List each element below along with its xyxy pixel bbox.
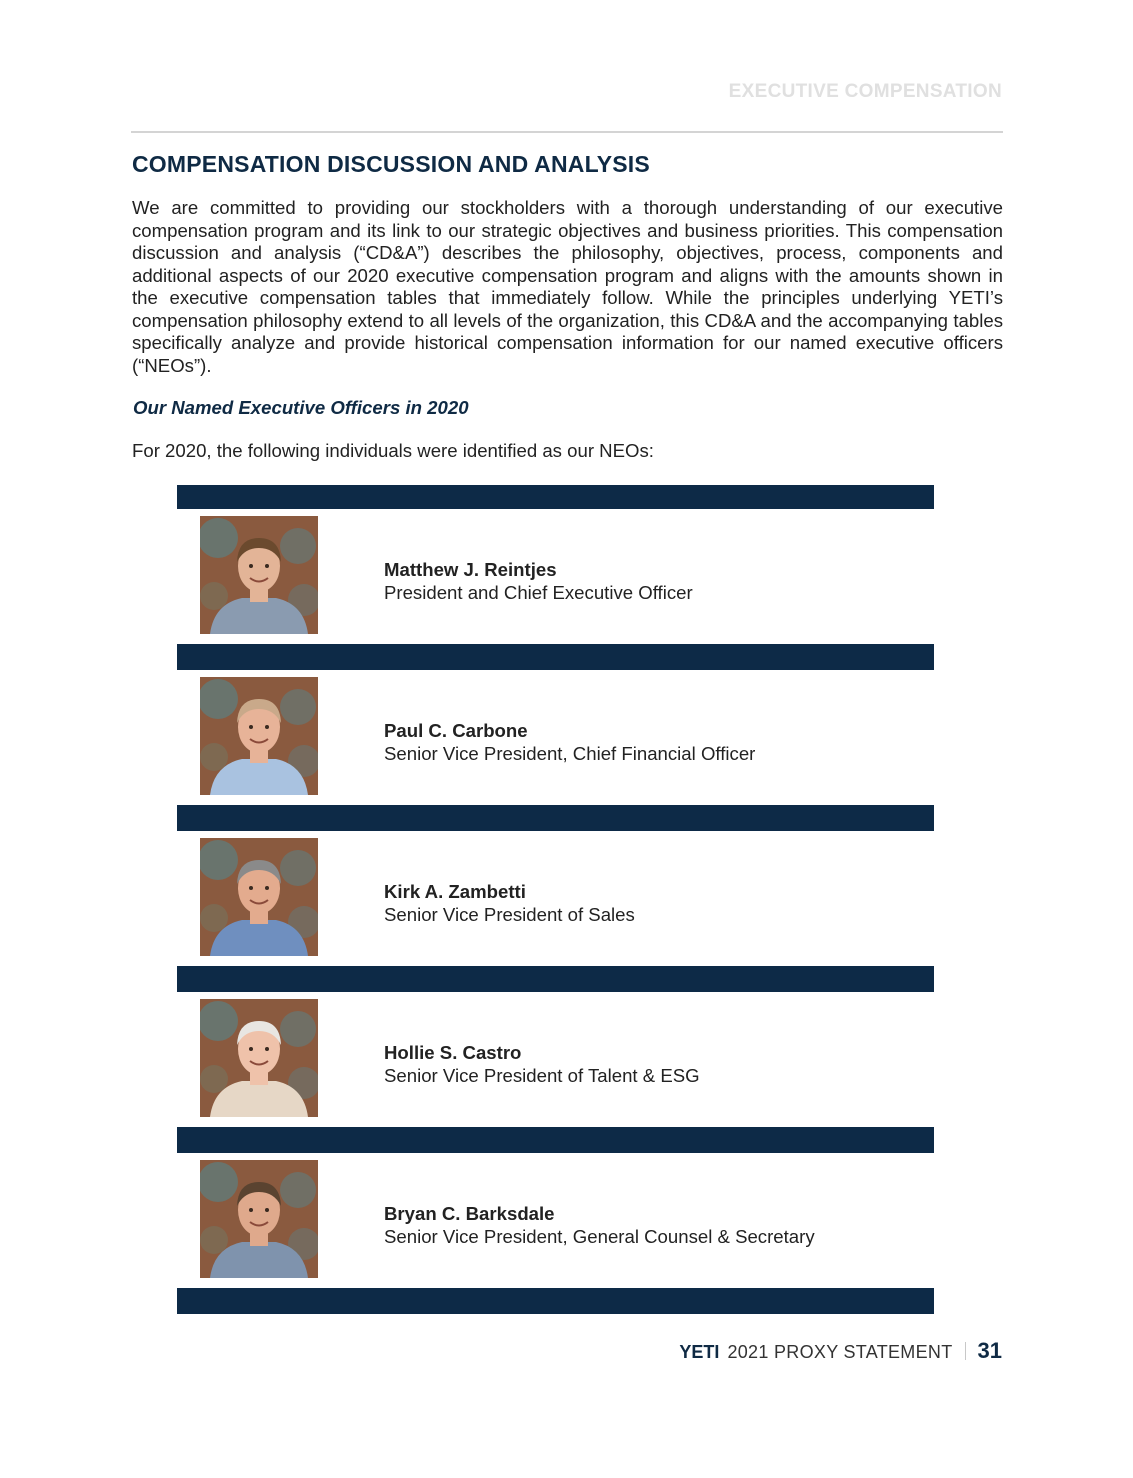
neo-title: Senior Vice President of Talent & ESG <box>384 1065 700 1086</box>
page-footer <box>679 1338 1002 1364</box>
neo-title: Senior Vice President, General Counsel & Secretary <box>384 1226 815 1247</box>
headshot-photo <box>200 838 318 956</box>
neo-name: Kirk A. Zambetti <box>384 881 526 902</box>
table-divider <box>177 1288 934 1314</box>
headshot-photo <box>200 1160 318 1278</box>
headshot-photo <box>200 677 318 795</box>
table-divider <box>177 966 934 992</box>
neo-table <box>177 485 934 1314</box>
headshot-photo <box>200 999 318 1117</box>
neo-lead-sentence: For 2020, the following individuals were identified as our NEOs: <box>132 440 654 461</box>
neo-name: Paul C. Carbone <box>384 720 528 741</box>
table-divider <box>177 644 934 670</box>
table-divider <box>177 485 934 509</box>
table-divider <box>177 1127 934 1153</box>
neo-row <box>177 509 934 644</box>
header-rule <box>131 131 1003 133</box>
neo-info <box>384 1202 815 1248</box>
section-title: COMPENSATION DISCUSSION AND ANALYSIS <box>132 151 650 177</box>
neo-title: Senior Vice President, Chief Financial Officer <box>384 743 756 764</box>
neo-subheading: Our Named Executive Officers in 2020 <box>133 397 469 418</box>
neo-row <box>177 1153 934 1288</box>
neo-name: Hollie S. Castro <box>384 1042 522 1063</box>
intro-paragraph: We are committed to providing our stockholders with a thorough understanding of our executive compensation program and its link to our strategic objectives and business priorities. This compensation discussion and analysis (“CD&A”) describes the philosophy, objectives, process, components and additional aspects of our 2020 executive compensation program and aligns with the amounts shown in the executive compensation tables that immediately follow. While the principles underlying YETI’s compensation philosophy extend to all levels of the organization, this CD&A and the accompanying tables specifically analyze and provide historical compensation information for our named executive officers (“NEOs”). <box>132 197 1003 376</box>
headshot-photo <box>200 516 318 634</box>
neo-info <box>384 558 693 604</box>
neo-info <box>384 880 635 926</box>
footer-document-title: 2021 PROXY STATEMENT <box>727 1342 953 1362</box>
footer-brand: YETI <box>679 1342 720 1362</box>
page-number: 31 <box>977 1338 1002 1363</box>
neo-row <box>177 831 934 966</box>
footer-separator <box>965 1342 966 1360</box>
neo-row <box>177 670 934 805</box>
neo-name: Bryan C. Barksdale <box>384 1203 555 1224</box>
neo-info <box>384 719 755 765</box>
neo-name: Matthew J. Reintjes <box>384 559 557 580</box>
neo-info <box>384 1041 700 1087</box>
running-header: EXECUTIVE COMPENSATION <box>728 81 1002 102</box>
neo-title: Senior Vice President of Sales <box>384 904 635 925</box>
table-divider <box>177 805 934 831</box>
neo-row <box>177 992 934 1127</box>
neo-title: President and Chief Executive Officer <box>384 582 693 603</box>
